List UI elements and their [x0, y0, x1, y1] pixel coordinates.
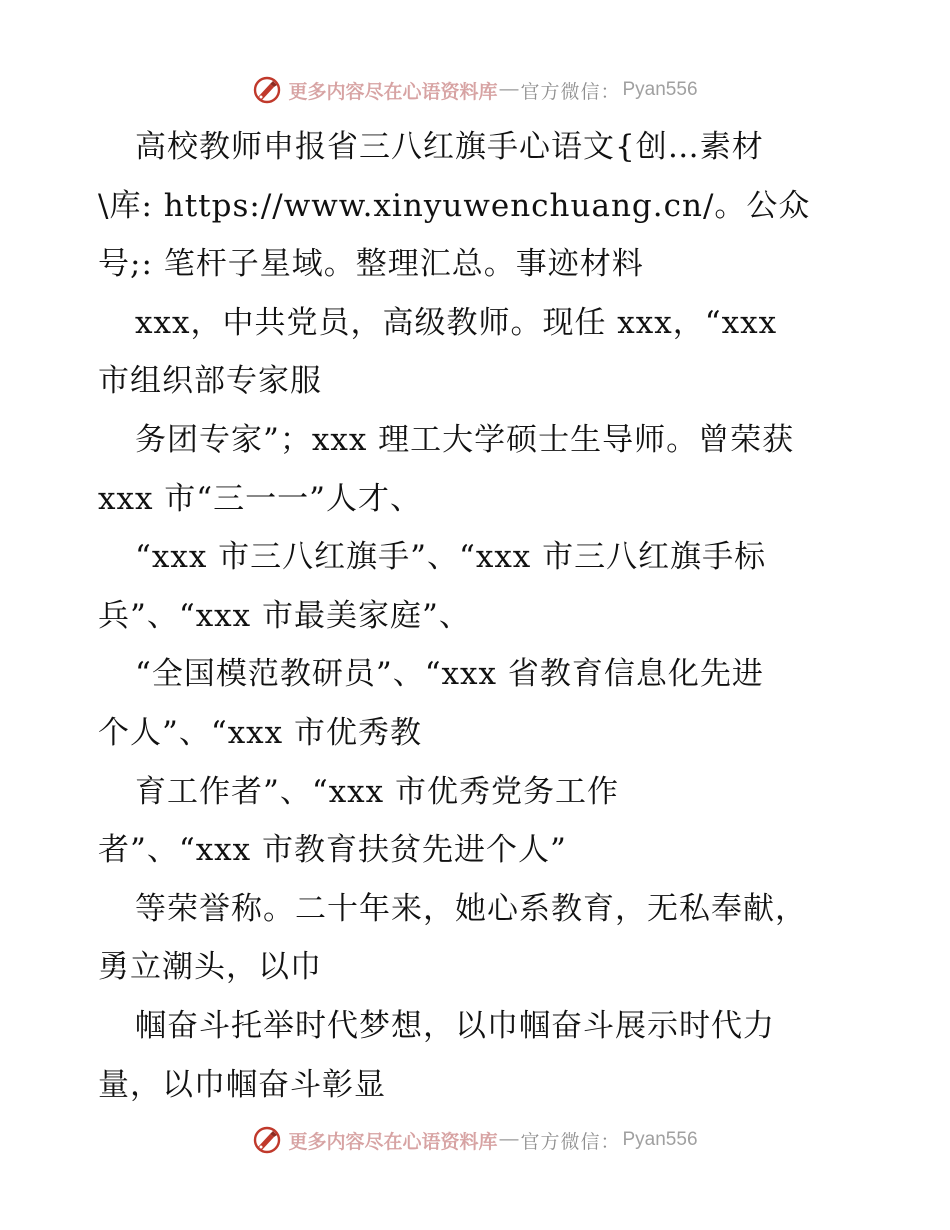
document-body [98, 118, 878, 1114]
footer-wechat-label: 官方微信： [520, 1130, 621, 1153]
footer-banner[interactable] [0, 1120, 950, 1160]
header-banner-text: 更多内容尽在心语资料库 [288, 80, 498, 103]
text-line: 等荣誉称。二十年来，她心系教育，无私奉献， [135, 890, 807, 927]
text-line: 勇立潮头，以巾 [98, 949, 322, 986]
footer-banner-text: 更多内容尽在心语资料库 [288, 1130, 498, 1153]
footer-wechat-id: Pyan556 [622, 1129, 698, 1150]
pen-logo-icon [252, 1125, 282, 1155]
text-line: 育工作者”、“xxx 市优秀党务工作 [135, 773, 619, 810]
pen-logo-icon [252, 75, 282, 105]
text-line: 高校教师申报省三八红旗手心语文{创…素材 [135, 129, 764, 165]
footer-banner-separator: — [499, 1129, 519, 1150]
header-wechat-label: 官方微信： [520, 80, 621, 103]
text-line: 帼奋斗托举时代梦想，以巾帼奋斗展示时代力 [135, 1007, 775, 1044]
text-line: xxx，中共党员，高级教师。现任 xxx，“xxx [135, 304, 778, 341]
header-banner-separator: — [499, 79, 519, 100]
text-line: \库: https://www.xinyuwenchuang.cn/。公众 [98, 187, 811, 224]
text-line: “全国模范教研员”、“xxx 省教育信息化先进 [135, 656, 764, 693]
text-line: 市组织部专家服 [98, 363, 322, 400]
text-line: 兵”、“xxx 市最美家庭”、 [98, 597, 471, 634]
text-line: 个人”、“xxx 市优秀教 [98, 714, 422, 751]
text-line: 量，以巾帼奋斗彰显 [98, 1066, 386, 1103]
text-line: xxx 市“三一一”人才、 [98, 480, 422, 517]
text-line: “xxx 市三八红旗手”、“xxx 市三八红旗手标 [135, 539, 767, 576]
text-line: 者”、“xxx 市教育扶贫先进个人” [98, 832, 567, 869]
text-line: 务团专家”；xxx 理工大学硕士生导师。曾荣获 [135, 421, 795, 458]
header-wechat-id: Pyan556 [622, 79, 698, 100]
text-line: 号;: 笔杆子星域。整理汇总。事迹材料 [98, 246, 644, 283]
header-banner[interactable] [0, 70, 950, 110]
